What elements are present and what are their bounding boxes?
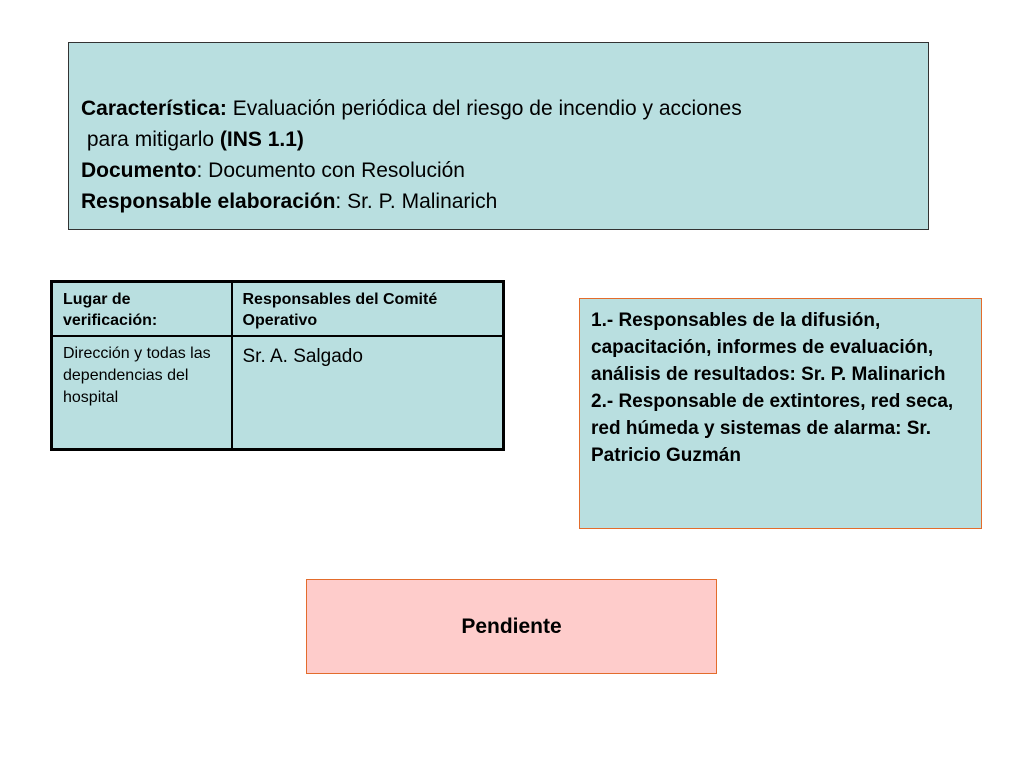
table-header-row (52, 282, 504, 337)
lugar-header: Lugar de verificación: (52, 282, 232, 337)
documento-text: : Documento con Resolución (196, 159, 465, 182)
responsables-header: Responsables del Comité Operativo (232, 282, 504, 337)
responsable-text: : Sr. P. Malinarich (335, 190, 498, 213)
responsables-cell: Sr. A. Salgado (232, 336, 504, 450)
caracteristica-text: Evaluación periódica del riesgo de incendio y acciones (226, 97, 742, 120)
responsables-box (579, 298, 982, 529)
lugar-cell: Dirección y todas las dependencias del hospital (52, 336, 232, 450)
verification-table (50, 280, 505, 451)
responsable-item-1: 1.- Responsables de la difusión, capacitación, informes de evaluación, análisis de resultados: Sr. P. Malinarich (591, 310, 946, 385)
responsable-line (81, 186, 916, 217)
caracteristica-label: Característica: (81, 97, 227, 120)
status-box (306, 579, 717, 674)
caracteristica-code: (INS 1.1) (219, 128, 304, 151)
caracteristica-text-2: para mitigarlo (81, 128, 220, 151)
responsable-item-2: 2.- Responsable de extintores, red seca, red húmeda y sistemas de alarma: Sr. Patricio Guzmán (591, 391, 954, 466)
responsable-label: Responsable elaboración (81, 190, 336, 213)
characteristic-box (68, 42, 929, 230)
table-row (52, 336, 504, 450)
caracteristica-line-2 (81, 124, 916, 155)
documento-label: Documento (81, 159, 197, 182)
caracteristica-line (81, 93, 916, 124)
status-label: Pendiente (461, 614, 562, 638)
documento-line (81, 155, 916, 186)
